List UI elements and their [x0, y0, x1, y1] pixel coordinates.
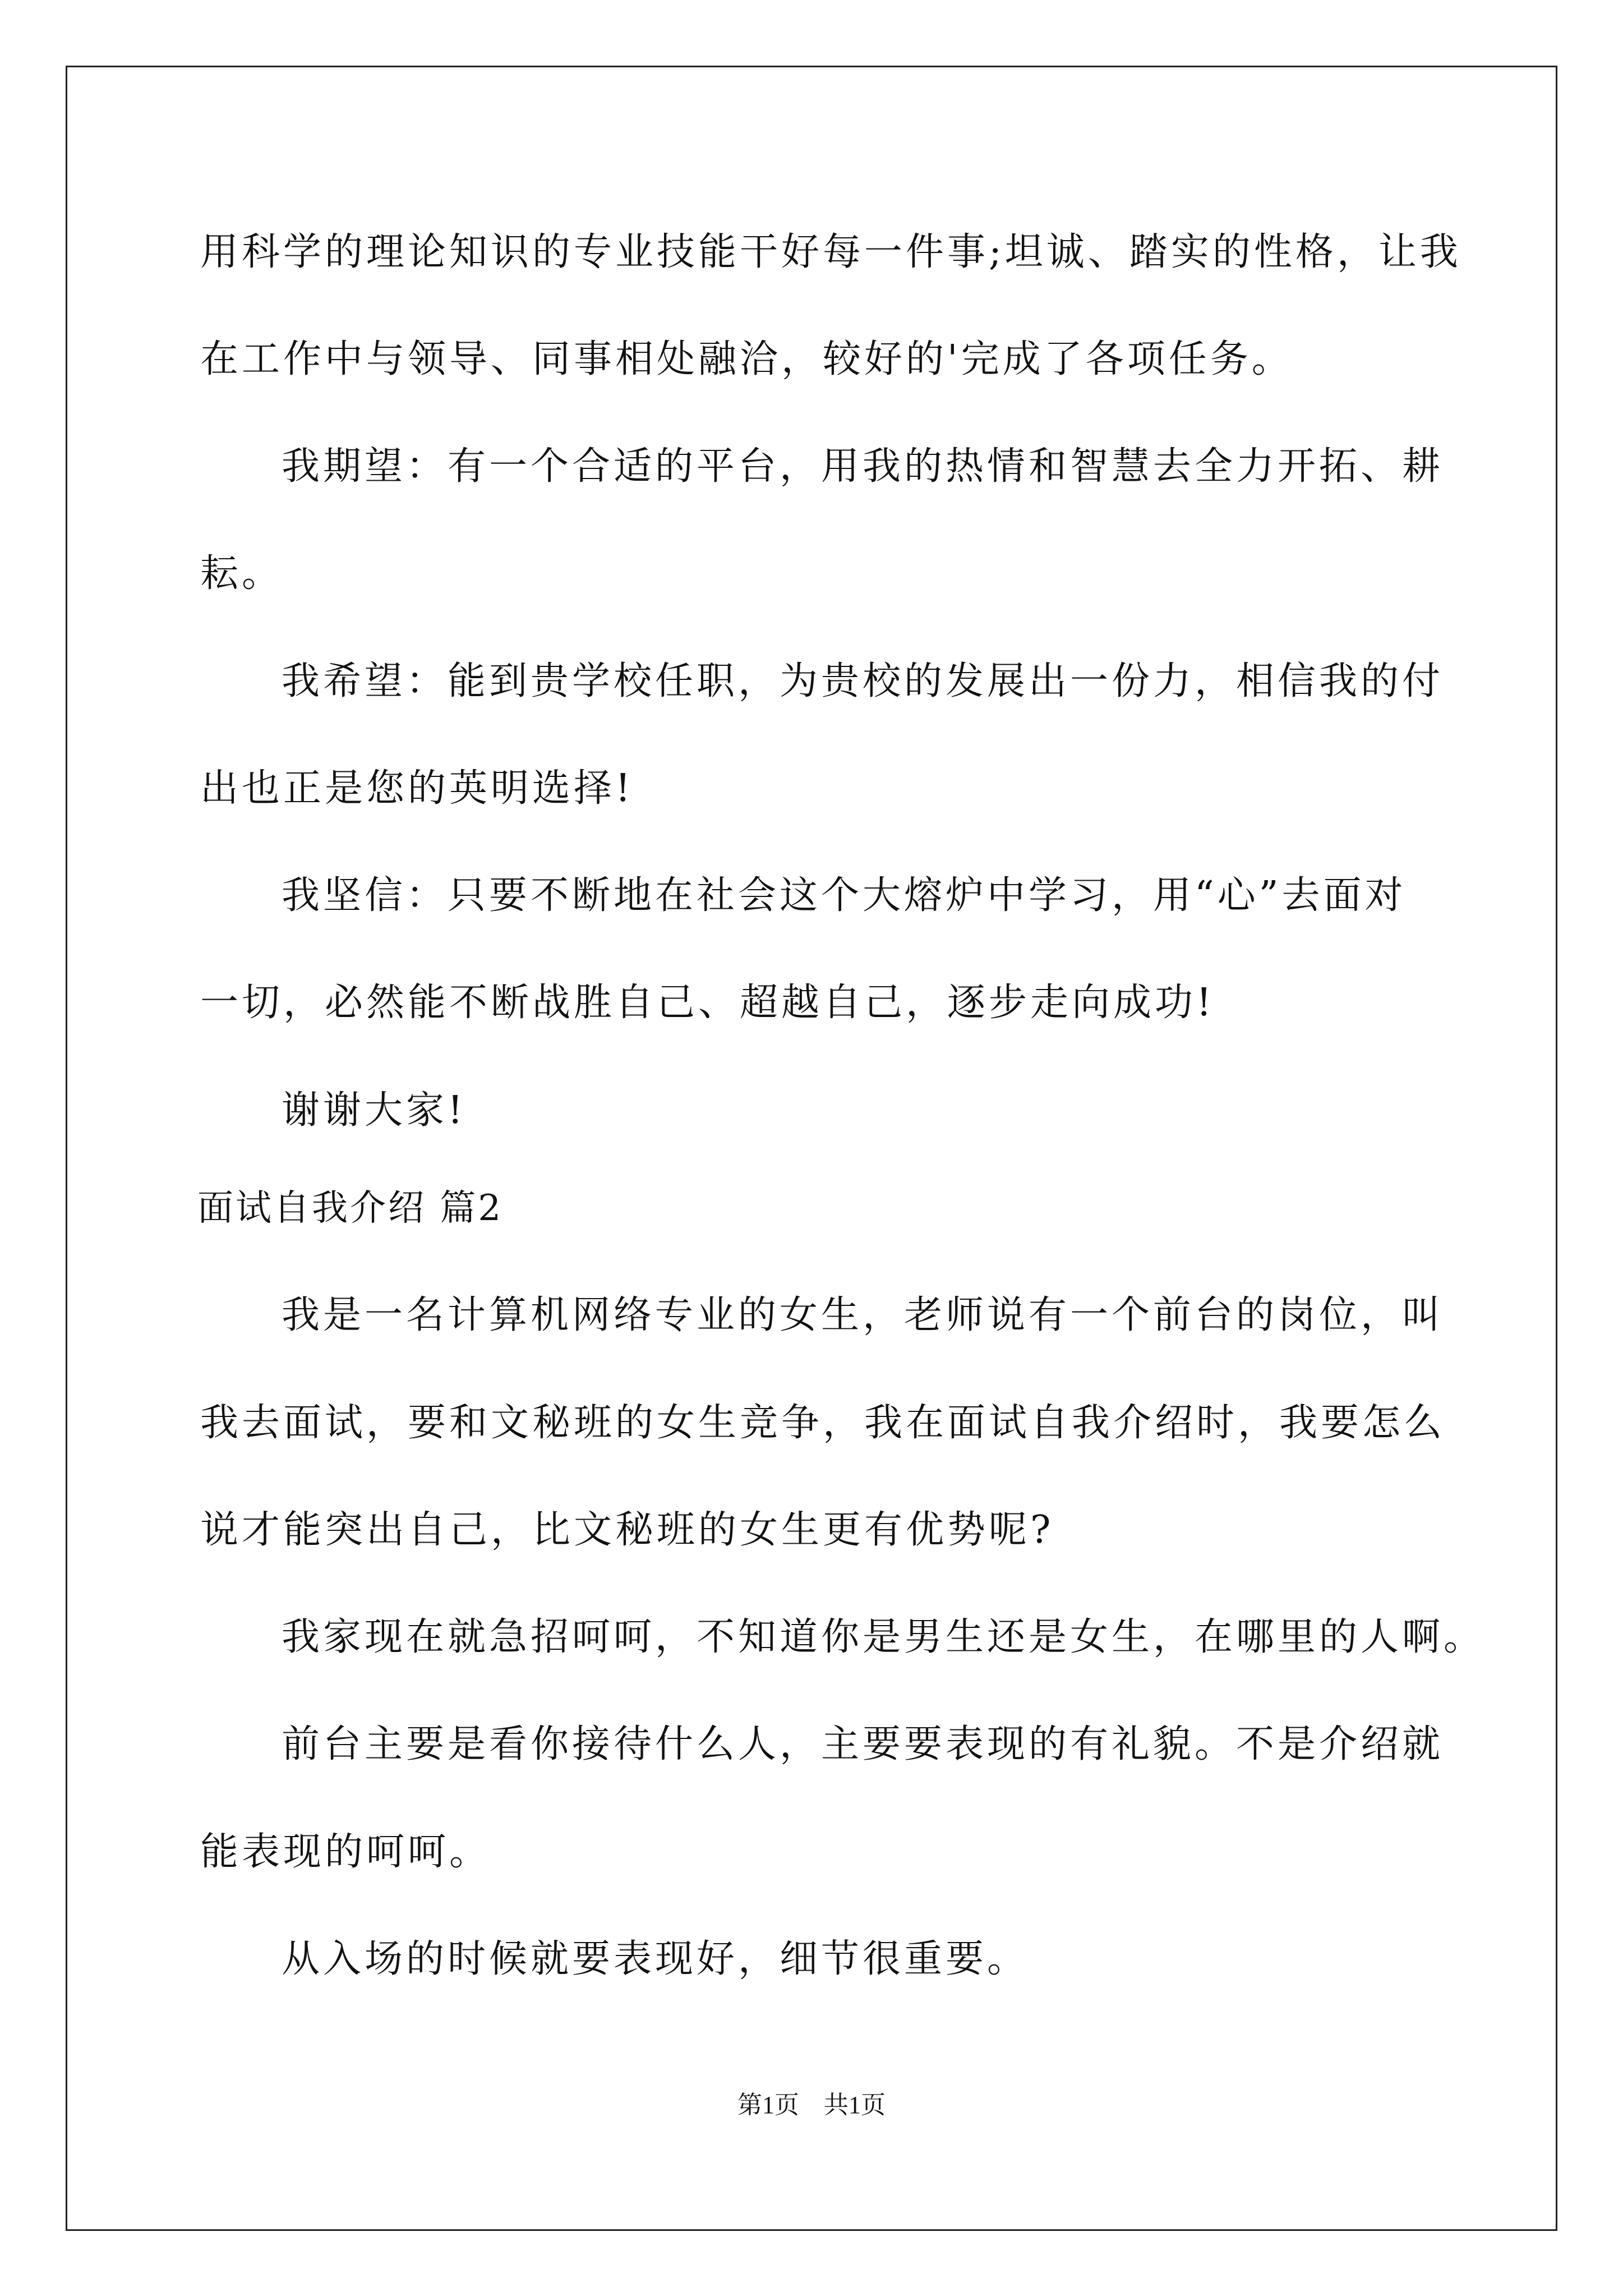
body-line: 我期望：有一个合适的平台，用我的热情和智慧去全力开拓、耕	[282, 444, 1444, 489]
body-line: 说才能突出自己，比文秘班的女生更有优势呢?	[200, 1508, 1054, 1552]
body-line: 谢谢大家!	[282, 1088, 467, 1133]
body-line: 出也正是您的英明选择!	[200, 766, 634, 811]
body-line: 从入场的时候就要表现好，细节很重要。	[282, 1937, 1029, 1981]
section-heading: 面试自我介绍 篇2	[197, 1188, 504, 1229]
body-line: 我去面试，要和文秘班的女生竞争，我在面试自我介绍时，我要怎么	[200, 1401, 1446, 1445]
body-line: 耘。	[200, 551, 284, 596]
body-line: 一切，必然能不断战胜自己、超越自己，逐步走向成功!	[200, 981, 1215, 1025]
body-line: 我坚信：只要不断地在社会这个大熔炉中学习，用“心”去面对	[282, 873, 1407, 918]
body-line: 前台主要是看你接待什么人，主要要表现的有礼貌。不是介绍就	[282, 1722, 1444, 1766]
page-frame	[66, 66, 1557, 2231]
body-line: 用科学的理论知识的专业技能干好每一件事;坦诚、踏实的性格，让我	[200, 230, 1461, 274]
page-footer: 第1页 共1页	[737, 2091, 886, 2119]
body-line: 我家现在就急招呵呵，不知道你是男生还是女生，在哪里的人啊。	[282, 1615, 1486, 1659]
body-line: 在工作中与领导、同事相处融洽，较好的'完成了各项任务。	[200, 337, 1293, 381]
body-line: 能表现的呵呵。	[200, 1830, 491, 1874]
body-line: 我是一名计算机网络专业的女生，老师说有一个前台的岗位，叫	[282, 1293, 1444, 1337]
body-line: 我希望：能到贵学校任职，为贵校的发展出一份力，相信我的付	[282, 659, 1444, 703]
